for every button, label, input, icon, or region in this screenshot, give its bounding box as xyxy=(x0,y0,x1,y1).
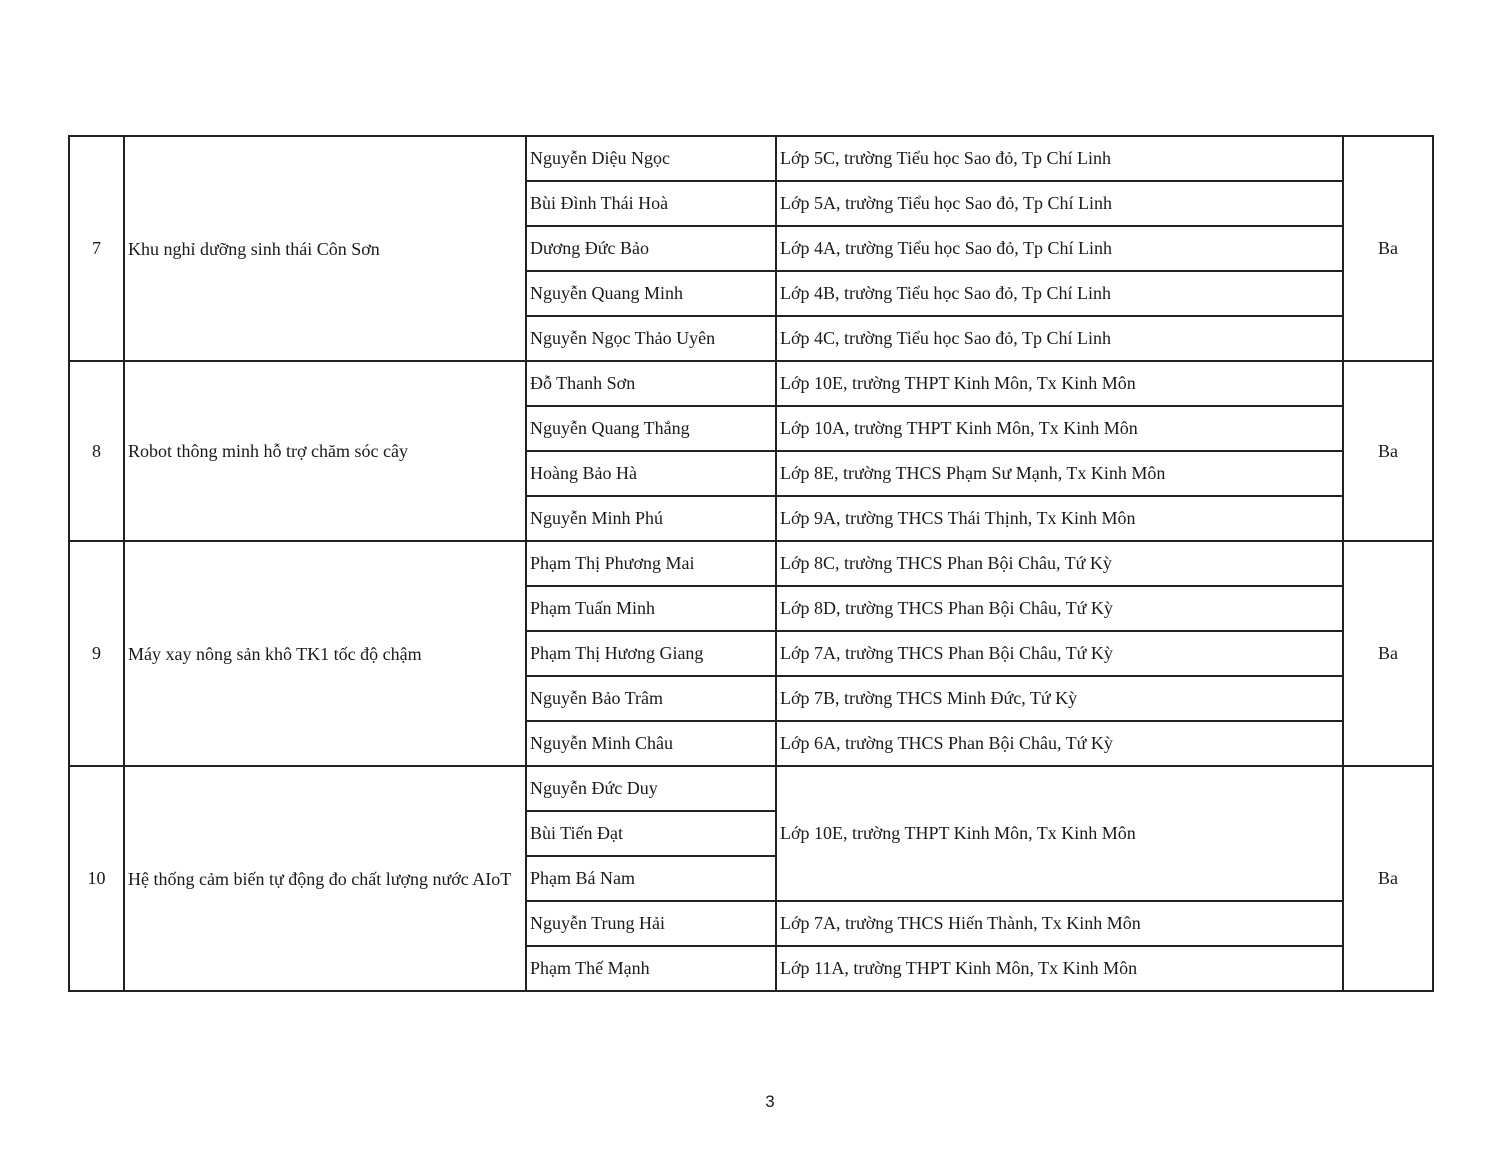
awards-table xyxy=(68,135,1434,992)
student-name: Phạm Bá Nam xyxy=(526,856,776,901)
student-name: Nguyễn Trung Hải xyxy=(526,901,776,946)
table-row xyxy=(69,766,1433,811)
student-school: Lớp 10E, trường THPT Kinh Môn, Tx Kinh Môn xyxy=(776,361,1343,406)
student-school: Lớp 10A, trường THPT Kinh Môn, Tx Kinh Môn xyxy=(776,406,1343,451)
student-school: Lớp 4C, trường Tiểu học Sao đỏ, Tp Chí Linh xyxy=(776,316,1343,361)
award-level: Ba xyxy=(1343,766,1433,991)
student-name: Phạm Thị Hương Giang xyxy=(526,631,776,676)
student-school: Lớp 11A, trường THPT Kinh Môn, Tx Kinh Môn xyxy=(776,946,1343,991)
table-row xyxy=(69,136,1433,181)
student-name: Nguyễn Quang Thắng xyxy=(526,406,776,451)
student-school: Lớp 9A, trường THCS Thái Thịnh, Tx Kinh Môn xyxy=(776,496,1343,541)
student-school: Lớp 7A, trường THCS Hiến Thành, Tx Kinh Môn xyxy=(776,901,1343,946)
student-name: Phạm Tuấn Minh xyxy=(526,586,776,631)
student-school: Lớp 7A, trường THCS Phan Bội Châu, Tứ Kỳ xyxy=(776,631,1343,676)
student-name: Dương Đức Bảo xyxy=(526,226,776,271)
student-school: Lớp 4A, trường Tiểu học Sao đỏ, Tp Chí Linh xyxy=(776,226,1343,271)
project-title: Hệ thống cảm biến tự động đo chất lượng nước AIoT xyxy=(124,766,526,991)
student-school: Lớp 7B, trường THCS Minh Đức, Tứ Kỳ xyxy=(776,676,1343,721)
student-name: Bùi Tiến Đạt xyxy=(526,811,776,856)
student-name: Phạm Thế Mạnh xyxy=(526,946,776,991)
page-number: 3 xyxy=(765,1092,775,1111)
student-school: Lớp 4B, trường Tiểu học Sao đỏ, Tp Chí Linh xyxy=(776,271,1343,316)
student-school: Lớp 8C, trường THCS Phan Bội Châu, Tứ Kỳ xyxy=(776,541,1343,586)
project-number: 8 xyxy=(69,361,124,541)
table-row xyxy=(69,541,1433,586)
table-row xyxy=(69,361,1433,406)
project-title: Máy xay nông sản khô TK1 tốc độ chậm xyxy=(124,541,526,766)
award-level: Ba xyxy=(1343,136,1433,361)
student-school: Lớp 6A, trường THCS Phan Bội Châu, Tứ Kỳ xyxy=(776,721,1343,766)
student-school: Lớp 8D, trường THCS Phan Bội Châu, Tứ Kỳ xyxy=(776,586,1343,631)
project-title: Robot thông minh hỗ trợ chăm sóc cây xyxy=(124,361,526,541)
student-name: Nguyễn Đức Duy xyxy=(526,766,776,811)
project-number: 9 xyxy=(69,541,124,766)
student-school: Lớp 10E, trường THPT Kinh Môn, Tx Kinh Môn xyxy=(776,766,1343,901)
student-name: Bùi Đình Thái Hoà xyxy=(526,181,776,226)
student-school: Lớp 8E, trường THCS Phạm Sư Mạnh, Tx Kinh Môn xyxy=(776,451,1343,496)
student-name: Nguyễn Bảo Trâm xyxy=(526,676,776,721)
award-level: Ba xyxy=(1343,361,1433,541)
student-name: Nguyễn Diệu Ngọc xyxy=(526,136,776,181)
award-level: Ba xyxy=(1343,541,1433,766)
project-number: 7 xyxy=(69,136,124,361)
student-name: Nguyễn Quang Minh xyxy=(526,271,776,316)
student-name: Đỗ Thanh Sơn xyxy=(526,361,776,406)
student-name: Phạm Thị Phương Mai xyxy=(526,541,776,586)
project-number: 10 xyxy=(69,766,124,991)
student-name: Nguyễn Ngọc Thảo Uyên xyxy=(526,316,776,361)
student-name: Nguyễn Minh Phú xyxy=(526,496,776,541)
student-school: Lớp 5C, trường Tiểu học Sao đỏ, Tp Chí Linh xyxy=(776,136,1343,181)
project-title: Khu nghỉ dưỡng sinh thái Côn Sơn xyxy=(124,136,526,361)
student-name: Hoàng Bảo Hà xyxy=(526,451,776,496)
student-school: Lớp 5A, trường Tiểu học Sao đỏ, Tp Chí Linh xyxy=(776,181,1343,226)
student-name: Nguyễn Minh Châu xyxy=(526,721,776,766)
